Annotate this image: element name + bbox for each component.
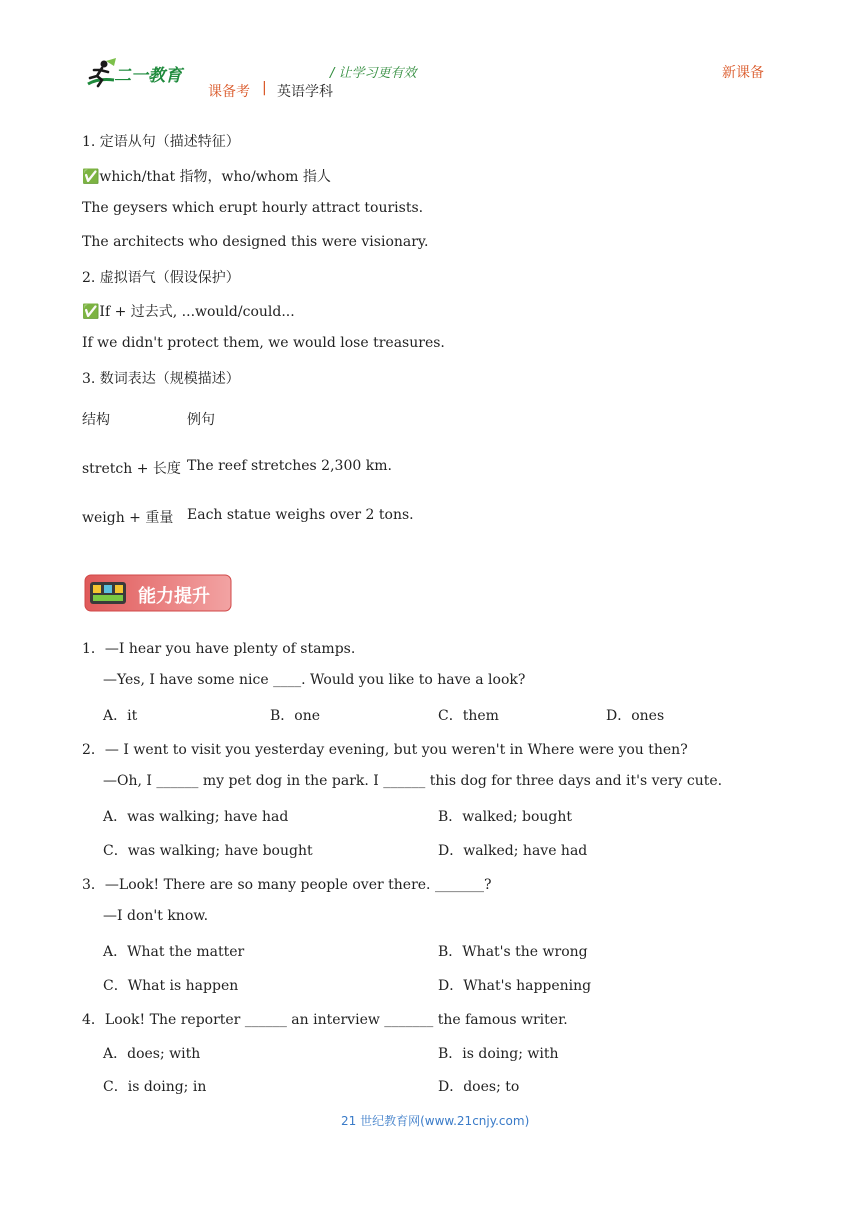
grammar-heading-1: 1. 定语从句（描述特征） xyxy=(82,134,240,150)
option-d[interactable]: D．walked; have had xyxy=(438,843,588,859)
question-stem: —I don't know. xyxy=(103,908,209,924)
option-b[interactable]: B．one xyxy=(270,708,321,724)
people-icon xyxy=(90,582,126,604)
option-c[interactable]: C．was walking; have bought xyxy=(103,843,313,859)
grammar-example: The architects who designed this were visionary. xyxy=(82,234,429,250)
question-stem: —Oh, I ______ my pet dog in the park. I ______ this dog for three days and it's very cute. xyxy=(103,773,723,789)
logo xyxy=(84,58,196,90)
grammar-heading-2: 2. 虚拟语气（假设保护） xyxy=(82,270,240,286)
question-stem: —Yes, I have some nice ____. Would you like to have a look? xyxy=(103,672,526,688)
footer-link[interactable]: 21 世纪教育网(www.21cnjy.com) xyxy=(341,1114,530,1128)
option-c[interactable]: C．them xyxy=(438,708,499,724)
table-cell: stretch + 长度 xyxy=(82,461,181,477)
option-a[interactable]: A．does; with xyxy=(103,1046,201,1062)
option-d[interactable]: D．ones xyxy=(606,708,665,724)
option-a[interactable]: A．was walking; have had xyxy=(103,809,289,825)
option-a[interactable]: A．What the matter xyxy=(103,944,245,960)
question-stem: 1．—I hear you have plenty of stamps. xyxy=(82,641,356,657)
header-separator: | xyxy=(262,80,267,96)
runner-logo-icon xyxy=(84,58,118,90)
question-stem: 3．—Look! There are so many people over there. _______? xyxy=(82,877,492,893)
slogan: / 让学习更有效 xyxy=(330,66,417,81)
table-cell: weigh + 重量 xyxy=(82,510,174,526)
table-cell: Each statue weighs over 2 tons. xyxy=(187,507,414,523)
header-subject: 英语学科 xyxy=(277,84,333,100)
table-header-structure: 结构 xyxy=(82,412,110,428)
grammar-heading-3: 3. 数词表达（规模描述） xyxy=(82,371,240,387)
option-a[interactable]: A．it xyxy=(103,708,138,724)
table-cell: The reef stretches 2,300 km. xyxy=(187,458,392,474)
grammar-example: The geysers which erupt hourly attract tourists. xyxy=(82,200,424,216)
logo-text: 二一教育 xyxy=(114,66,182,86)
grammar-example: If we didn't protect them, we would lose treasures. xyxy=(82,335,445,351)
question-stem: 2．— I went to visit you yesterday evening, but you weren't in Where were you then? xyxy=(82,742,688,758)
header-new-prep: 新课备 xyxy=(722,65,764,81)
option-b[interactable]: B．is doing; with xyxy=(438,1046,559,1062)
option-b[interactable]: B．walked; bought xyxy=(438,809,573,825)
option-d[interactable]: D．What's happening xyxy=(438,978,592,994)
question-stem: 4．Look! The reporter ______ an interview _______ the famous writer. xyxy=(82,1012,568,1028)
option-c[interactable]: C．is doing; in xyxy=(103,1079,207,1095)
table-header-example: 例句 xyxy=(187,412,215,428)
header-subtitle-left: 课备考 xyxy=(208,84,250,100)
option-c[interactable]: C．What is happen xyxy=(103,978,239,994)
section-badge-label: 能力提升 xyxy=(138,586,210,607)
option-d[interactable]: D．does; to xyxy=(438,1079,520,1095)
grammar-rule-1: ✅which/that 指物，who/whom 指人 xyxy=(82,169,331,185)
grammar-rule-2: ✅If + 过去式, ...would/could... xyxy=(82,304,295,320)
option-b[interactable]: B．What's the wrong xyxy=(438,944,588,960)
